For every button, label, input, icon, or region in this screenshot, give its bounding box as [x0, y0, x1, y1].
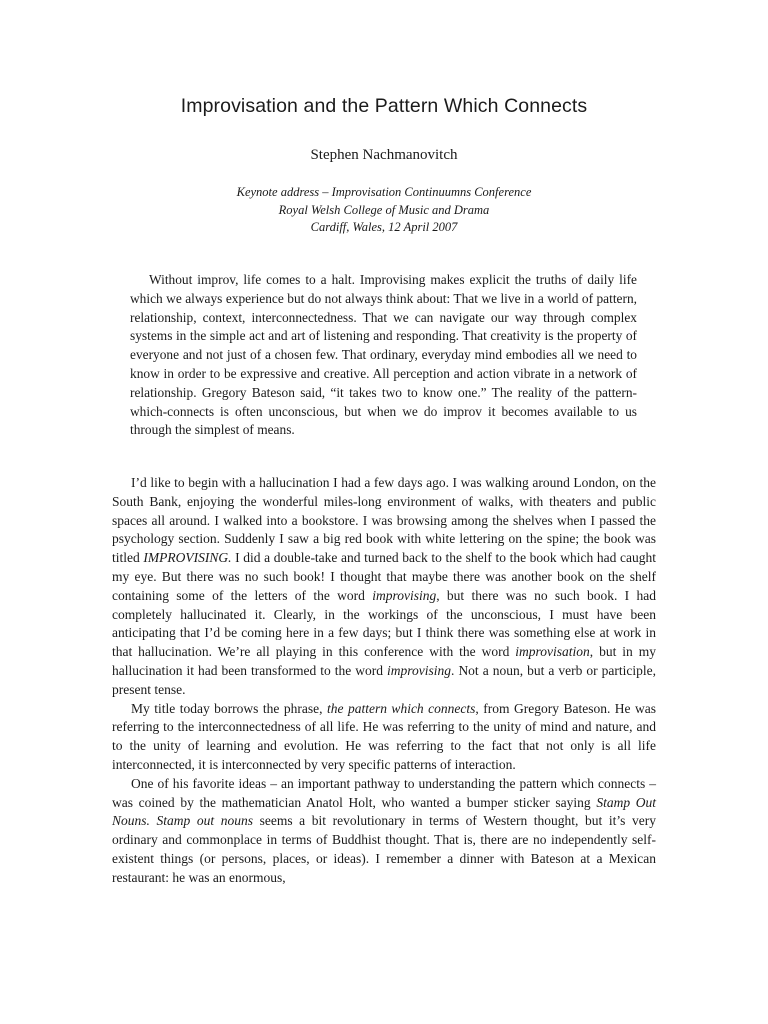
text-run: , but in my hallucination it had been transformed to the word [112, 644, 656, 678]
emphasis-run: improvising [372, 587, 437, 603]
text-run: My title today borrows the phrase, [131, 700, 327, 716]
venue-line-place-date: Cardiff, Wales, 12 April 2007 [310, 220, 458, 235]
text-run: I did a double-take and turned back to the shelf to the book which had caught my eye. But there was no such book! I thought that maybe there was another book on the shelf containing some of the letters of the word [112, 550, 657, 603]
text-run: , but there was no such book. I had completely hallucinated it. Clearly, in the workings of the unconscious, I must have been anticipating that I’d be coming here in a few days; but I think there was something else at work in that hallucination. We’re all playing in this conference with the word [112, 587, 656, 660]
abstract-paragraph: Without improv, life comes to a halt. Improvising makes explicit the truths of daily life which we always experience but do not always think about: That we live in a world of pattern, relationship, context, interconnectedness. That we can navigate our way through complex systems in the simple act and art of listening and responding. That creativity is the property of everyone and not just of a chosen few. That ordinary, everyday mind embodies all we need to know in order to be expressive and creative. All perception and action vibrate in a network of relationship. Gregory Bateson said, “it takes two to know one.” The reality of the pattern-which-connects is often unconscious, but when we do improv it becomes available to us through the simplest of means. [130, 272, 637, 438]
body-text [112, 474, 656, 888]
emphasis-run: improvisation [515, 644, 590, 660]
body-paragraph-3 [112, 775, 656, 888]
text-run: One of his favorite ideas – an important pathway to understanding the pattern which connects – was coined by the mathematician Anatol Holt, who wanted a bumper sticker saying [112, 775, 656, 810]
body-paragraph-1 [112, 474, 656, 700]
venue-line-event: Keynote address – Improvisation Continuumns Conference [236, 185, 532, 199]
document-title: Improvisation and the Pattern Which Connects [180, 95, 588, 117]
emphasis-run: IMPROVISING. [143, 550, 232, 566]
emphasis-run: improvising [387, 662, 452, 678]
text-run: . Not a noun, but a verb or participle, present tense. [112, 662, 656, 697]
text-run: , from Gregory Bateson. He was referring to the interconnectedness of all life. He was referring to the unity of mind and nature, and to the unity of learning and evolution. He was referring to the fact that not only is all life interconnected, it is interconnected by very specific patterns of interaction. [112, 700, 657, 772]
body-paragraph-2 [112, 700, 656, 775]
venue-block [112, 184, 656, 237]
text-run: seems a bit revolutionary in terms of Western thought, but it’s very ordinary and commonplace in terms of Buddhist thought. That is, there are no independently self-existent things (or persons, places, or ideas). I remember a dinner with Bateson at a Mexican restaurant: he was an enormous, [112, 813, 656, 885]
emphasis-run: Stamp Out Nouns. Stamp out nouns [112, 794, 656, 829]
author-name: Stephen Nachmanovitch [310, 147, 458, 163]
emphasis-run: the pattern which connects [326, 700, 476, 716]
venue-line-institution: Royal Welsh College of Music and Drama [278, 202, 490, 217]
text-run: I’d like to begin with a hallucination I had a few days ago. I was walking around London, on the South Bank, enjoying the wonderful miles-long environment of walks, with theaters and public spaces all around. I walked into a bookstore. I was browsing among the shelves when I passed the psychology section. Suddenly I saw a big red book with white lettering on the spine; the book was titled [112, 475, 656, 566]
